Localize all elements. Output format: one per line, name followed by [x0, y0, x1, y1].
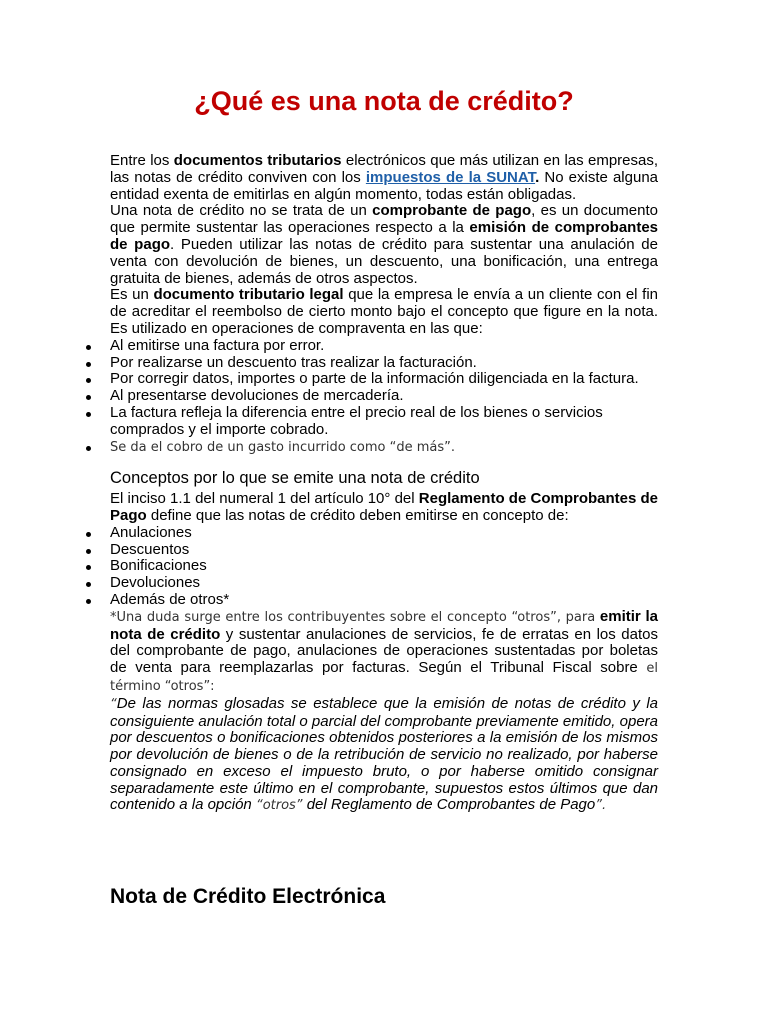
bullet-icon: [86, 345, 91, 350]
document-body: [110, 153, 658, 815]
list-item: [110, 592, 658, 609]
text: “: [110, 696, 117, 712]
list-item-text: Al presentarse devoluciones de mercadería.: [110, 387, 404, 405]
text: ”.: [595, 798, 607, 814]
list-item-text: Por realizarse un descuento tras realizar la facturación.: [110, 353, 477, 371]
text: electrónicos que más utilizan en las empresas, las notas de crédito conviven con los: [110, 152, 659, 186]
paragraph-legal: [110, 287, 658, 337]
paragraph-reglamento: [110, 491, 658, 525]
text: No existe alguna entidad exenta de emitirlas en algún momento, todas están obligadas.: [110, 168, 658, 203]
text: . Pueden utilizar las notas de crédito para sustentar una anulación de venta con devolución de bienes, un descuento, una bonificación, una entrega gratuita de bienes, además de otros aspectos.: [110, 235, 658, 287]
text: El inciso 1.1 del numeral 1 del artículo 10° del: [110, 490, 419, 508]
list-item: [110, 525, 658, 542]
section-subtitle: Conceptos por lo que se emite una nota de crédito: [110, 469, 480, 488]
list-item-text: Devoluciones: [110, 574, 201, 592]
bullet-icon: [86, 412, 91, 417]
text: De las normas glosadas se establece que la emisión de notas de crédito y la consiguiente anulación total o parcial del comprobante previamente emitido, opera por descuentos o bonificaciones obtenidos posteriores a la emisión de los mismos por devolución de bienes o de la retribución de servicio no realizado, por haberse consignado en exceso el impuesto bruto, o por haberse omitido consignar separadamente este último en el comprobante, supuestos estos últimos que dan contenido a la opción: [110, 694, 658, 814]
text: Es un: [110, 286, 154, 304]
paragraph-definition: [110, 203, 658, 287]
bold-text: documentos tributarios: [173, 152, 342, 169]
text: el término “otros”:: [110, 661, 658, 694]
text: .: [535, 168, 540, 186]
bold-text: emisión de comprobantes de pago: [110, 219, 658, 253]
bullet-icon: [86, 549, 91, 554]
list-item-text: Además de otros*: [110, 590, 230, 608]
bold-text: emitir la nota de crédito: [110, 607, 658, 643]
list-item: [110, 542, 658, 559]
text: del Reglamento de Comprobantes de Pago: [302, 796, 596, 814]
list-item-text: Por corregir datos, importes o parte de la información diligenciada en la factura.: [110, 370, 639, 388]
text: , es un documento que permite sustentar las operaciones respecto a la: [110, 202, 658, 237]
concepts-list: [110, 525, 658, 609]
text: define que las notas de crédito deben emitirse en concepto de:: [146, 506, 569, 524]
text: y sustentar anulaciones de servicios, fe de erratas en los datos del comprobante de pago, anulaciones de operaciones sustentadas por boletas de venta para reemplazarlas por facturas. Según el Tribunal Fiscal sobre: [110, 625, 659, 677]
text: que la empresa le envía a un cliente con el fin de acreditar el reembolso de cierto monto bajo el concepto que figure en la nota. Es utilizado en operaciones de compraventa en las que:: [110, 286, 658, 337]
operations-list: [110, 338, 658, 457]
list-item: [110, 388, 658, 405]
list-item: [110, 575, 658, 592]
text: “otros”: [255, 798, 303, 814]
paragraph-otros: [110, 609, 658, 696]
list-item-text: Descuentos: [110, 540, 190, 558]
bullet-icon: [86, 378, 91, 383]
list-item-text: La factura refleja la diferencia entre el precio real de los bienes o servicios comprados y el importe cobrado.: [110, 403, 603, 438]
bold-text: comprobante de pago: [372, 202, 532, 220]
bullet-icon: [86, 565, 91, 570]
sunat-link[interactable]: impuestos de la SUNAT: [365, 168, 536, 186]
list-item: [110, 355, 658, 372]
bullet-icon: [86, 446, 91, 451]
list-item: [110, 371, 658, 388]
list-item: [110, 439, 658, 457]
bold-text: Reglamento de Comprobantes de Pago: [110, 490, 659, 524]
bullet-icon: [86, 582, 91, 587]
text: Una nota de crédito no se trata de un: [110, 202, 373, 220]
tribunal-quote: [110, 696, 658, 816]
list-item: [110, 558, 658, 575]
bullet-icon: [86, 395, 91, 400]
bullet-icon: [86, 362, 91, 367]
list-item-text: Bonificaciones: [110, 557, 207, 575]
text: *Una duda surge entre los contribuyentes sobre el concepto “otros”, para: [110, 609, 600, 625]
list-item-text: Se da el cobro de un gasto incurrido como “de más”.: [110, 439, 456, 455]
section-heading: Nota de Crédito Electrónica: [110, 885, 386, 908]
bullet-icon: [86, 532, 91, 537]
bold-text: documento tributario legal: [153, 286, 344, 304]
list-item: [110, 338, 658, 355]
bullet-icon: [86, 599, 91, 604]
page-title: ¿Qué es una nota de crédito?: [194, 86, 574, 116]
list-item-text: Al emitirse una factura por error.: [110, 336, 325, 354]
text: Entre los: [110, 152, 174, 169]
list-item: [110, 405, 658, 439]
list-item-text: Anulaciones: [110, 523, 192, 541]
paragraph-intro: [110, 153, 658, 203]
